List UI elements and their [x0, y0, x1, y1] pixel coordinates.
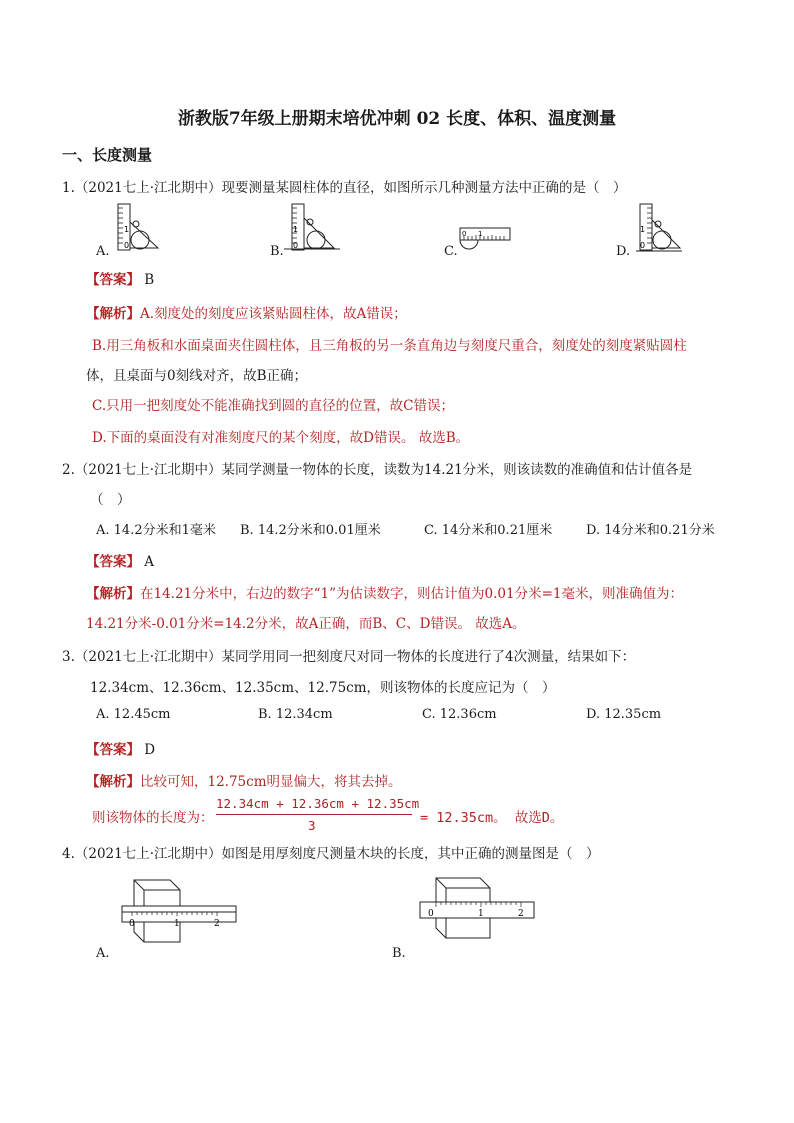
analysis-text: A.刻度处的刻度应该紧贴圆柱体，故A错误； [140, 306, 407, 322]
q4-figure-b [416, 872, 540, 944]
q3-answer [86, 738, 155, 758]
answer-tag: 【答案】 [86, 272, 140, 288]
q2-analysis-line-2: 14.21分米-0.01分米=14.2分米，故A正确，而B、C、D错误。 故选A。 [86, 616, 526, 632]
ruler-label: 0 [640, 241, 646, 250]
answer-value: D [144, 742, 156, 758]
ruler-label: 1 [174, 919, 180, 929]
q2-answer [86, 550, 154, 570]
fraction-denominator: 3 [308, 818, 316, 833]
q1-answer [86, 268, 154, 288]
section-heading: 一、长度测量 [62, 146, 153, 164]
page-title: 浙教版7年级上册期末培优冲刺 02 长度、体积、温度测量 [177, 109, 617, 129]
analysis-text: 比较可知，12.75cm明显偏大，将其去掉。 [140, 774, 402, 790]
q1-option-a: A. [96, 244, 110, 259]
q1-analysis-line-2: B.用三角板和水面桌面夹住圆柱体，且三角板的另一条直角边与刻度尺重合，刻度处的刻度紧贴圆柱 [92, 338, 687, 354]
q2-option-c: C. 14分米和0.21厘米 [424, 523, 553, 538]
ruler-label: 1 [124, 225, 130, 234]
q2-option-a: A. 14.2分米和1毫米 [96, 523, 216, 538]
q1-analysis-line-1 [86, 302, 407, 322]
q1-analysis-line-4: C.只用一把刻度处不能准确找到圆的直径的位置，故C错误； [92, 398, 454, 414]
answer-tag: 【答案】 [86, 554, 140, 570]
answer-value: A [144, 554, 155, 570]
question-3-stem: 3.（2021七上·江北期中）某同学用同一把刻度尺对同一物体的长度进行了4次测量，结果如下： [62, 649, 636, 665]
question-4-stem: 4.（2021七上·江北期中）如图是用厚刻度尺测量木块的长度，其中正确的测量图是（ ） [62, 846, 600, 862]
question-3-stem-cont: 12.34cm、12.36cm、12.35cm、12.75cm，则该物体的长度应记为（ ） [90, 680, 556, 696]
q3-formula-prefix: 则该物体的长度为： [92, 810, 214, 826]
ruler-label: 0 [462, 230, 467, 238]
fraction-bar [216, 814, 412, 815]
analysis-tag: 【解析】 [86, 586, 140, 602]
ruler-label: 2 [214, 919, 220, 929]
analysis-text: 在14.21分米中，右边的数字“1”为估读数字，则估计值为0.01分米=1毫米，则准确值为： [140, 586, 683, 602]
q1-analysis-line-3: 体，且桌面与0刻线对齐，故B正确； [86, 368, 308, 384]
q4-option-b: B. [392, 946, 406, 961]
ruler-label: 0 [129, 919, 135, 929]
answer-value: B [144, 272, 155, 288]
q2-option-b: B. 14.2分米和0.01厘米 [240, 523, 381, 538]
ruler-label: 1 [293, 225, 299, 234]
q2-option-d: D. 14分米和0.21分米 [586, 523, 715, 538]
ruler-label: 1 [478, 230, 483, 238]
q3-analysis-line-1 [86, 770, 402, 790]
ruler-label: 0 [293, 241, 299, 250]
ruler-label: 0 [124, 241, 130, 250]
q1-option-b: B. [270, 244, 284, 259]
q3-formula-fraction [216, 796, 420, 836]
q3-option-a: A. 12.45cm [96, 707, 171, 722]
analysis-tag: 【解析】 [86, 306, 140, 322]
question-2-stem: 2.（2021七上·江北期中）某同学测量一物体的长度，读数为14.21分米，则该读数的准确值和估计值各是 [62, 462, 693, 478]
ruler-label: 1 [640, 225, 646, 234]
ruler-label: 1 [478, 909, 484, 919]
q1-option-d: D. [616, 244, 631, 259]
q1-analysis-line-5: D.下面的桌面没有对准刻度尺的某个刻度，故D错误。 故选B。 [92, 430, 470, 446]
ruler-label: 2 [518, 909, 524, 919]
q1-option-c: C. [444, 244, 458, 259]
q4-option-a: A. [96, 946, 110, 961]
analysis-tag: 【解析】 [86, 774, 140, 790]
q4-figure-a [118, 876, 242, 948]
fraction-numerator: 12.34cm + 12.36cm + 12.35cm [216, 796, 420, 811]
q3-option-c: C. 12.36cm [422, 707, 497, 722]
answer-tag: 【答案】 [86, 742, 140, 758]
question-2-stem-cont: （ ） [90, 492, 131, 508]
q3-option-d: D. 12.35cm [586, 707, 662, 722]
question-1-stem: 1.（2021七上·江北期中）现要测量某圆柱体的直径，如图所示几种测量方法中正确的是（ ） [62, 180, 627, 196]
ruler-label: 0 [428, 909, 434, 919]
q3-option-b: B. 12.34cm [258, 707, 333, 722]
q3-formula-result: = 12.35cm。 故选D。 [420, 810, 564, 826]
q2-analysis-line-1 [86, 582, 683, 602]
